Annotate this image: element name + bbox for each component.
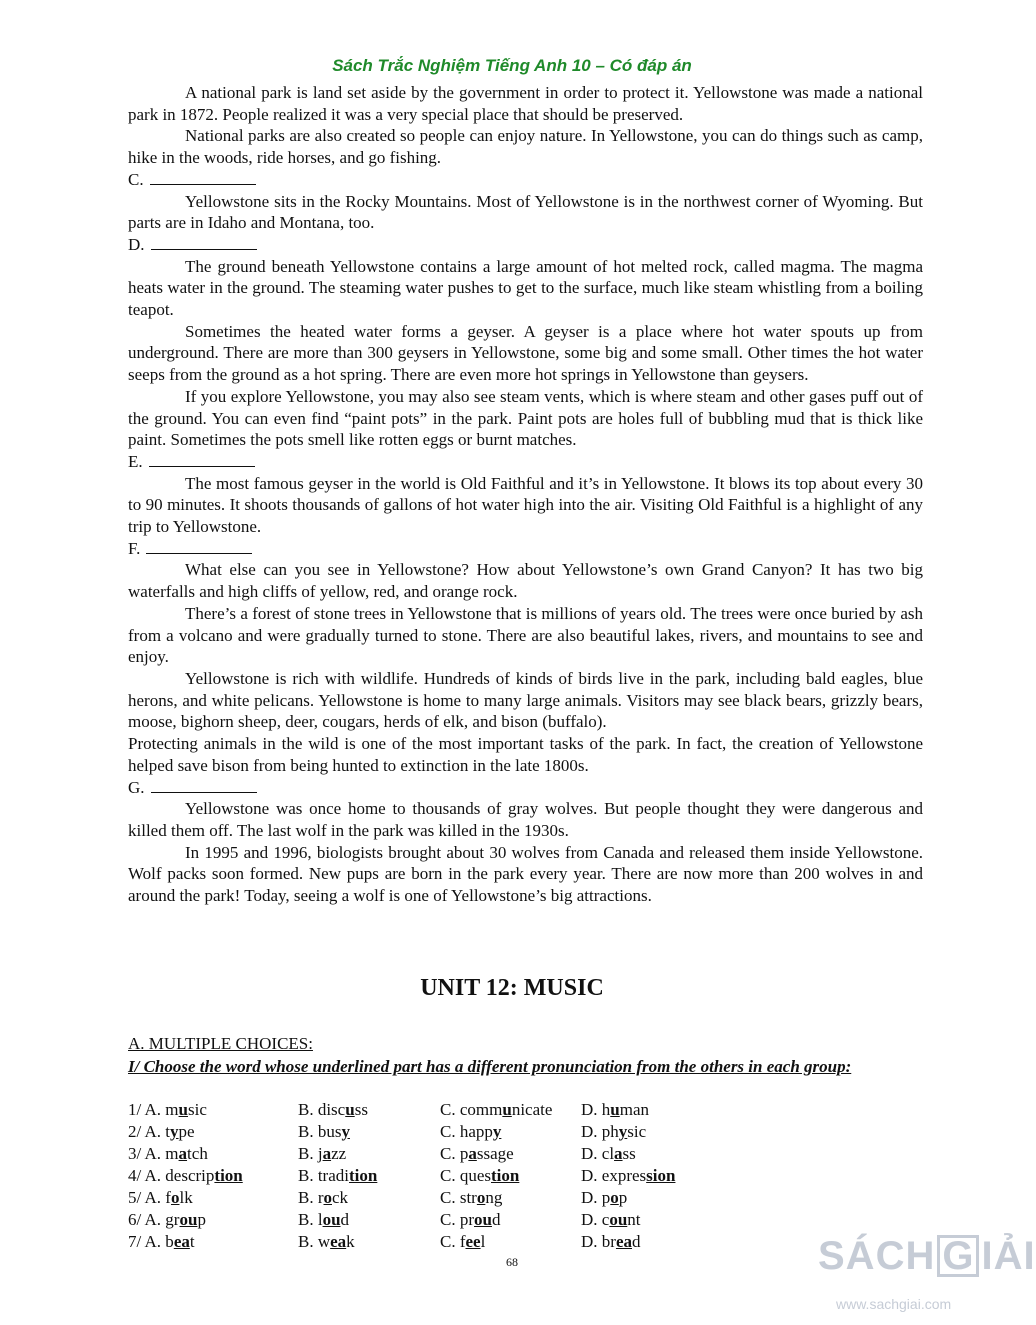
option-text: man	[619, 1100, 650, 1119]
heading-blank-f	[128, 538, 923, 560]
option-text: d	[340, 1210, 350, 1229]
option-2-c	[440, 1122, 501, 1144]
option-5-a	[128, 1188, 193, 1210]
underlined-part: o	[170, 1188, 180, 1207]
underlined-part: ou	[609, 1210, 628, 1229]
underlined-part: tion	[214, 1166, 243, 1185]
option-4-c	[440, 1166, 519, 1188]
underlined-part: o	[610, 1188, 619, 1207]
option-text: B. bus	[298, 1122, 342, 1141]
answer-blank	[149, 452, 255, 467]
option-text: 6/ A. gr	[128, 1210, 180, 1229]
option-5-b	[298, 1188, 348, 1210]
blank-label: G.	[128, 777, 145, 797]
underlined-part: tion	[491, 1166, 520, 1185]
option-text: d	[491, 1210, 501, 1229]
page-header: Sách Trắc Nghiệm Tiếng Anh 10 – Có đáp án	[332, 56, 692, 75]
option-text: 4/ A. descrip	[128, 1166, 215, 1185]
option-7-b	[298, 1232, 355, 1254]
underlined-part: y	[492, 1122, 502, 1141]
option-text: l	[480, 1232, 486, 1251]
option-7-a	[128, 1232, 195, 1254]
section-heading: A. MULTIPLE CHOICES:	[128, 1034, 313, 1053]
underlined-part: ou	[322, 1210, 341, 1229]
underlined-part: o	[323, 1188, 332, 1207]
option-text: D. c	[581, 1210, 610, 1229]
option-2-d	[581, 1122, 646, 1144]
answer-blank	[151, 778, 257, 793]
heading-blank-g	[128, 777, 923, 799]
underlined-part: a	[614, 1144, 623, 1163]
option-3-d	[581, 1144, 636, 1166]
option-text: D. p	[581, 1188, 611, 1207]
underlined-part: ee	[465, 1232, 481, 1251]
option-text: D. ph	[581, 1122, 619, 1141]
option-text: lk	[179, 1188, 193, 1207]
underlined-part: u	[345, 1100, 355, 1119]
option-text: ss	[622, 1144, 636, 1163]
option-6-d	[581, 1210, 641, 1232]
option-text: C. happ	[440, 1122, 493, 1141]
option-text: D. expres	[581, 1166, 647, 1185]
option-text: D. h	[581, 1100, 611, 1119]
option-5-c	[440, 1188, 502, 1210]
option-text: ck	[332, 1188, 349, 1207]
underlined-part: y	[341, 1122, 350, 1141]
underlined-part: ou	[179, 1210, 198, 1229]
watermark-site: www.sachgiai.com	[836, 1296, 952, 1312]
paragraph: Yellowstone was once home to thousands of gray wolves. But people thought they were dangerous and killed them off. The last wolf in the park was killed in the 1930s.	[128, 799, 923, 840]
option-text: D. br	[581, 1232, 616, 1251]
option-text: C. pr	[440, 1210, 474, 1229]
option-text: C. ques	[440, 1166, 491, 1185]
option-text: ng	[485, 1188, 503, 1207]
blank-label: E.	[128, 451, 143, 471]
answer-blank	[151, 235, 257, 250]
heading-blank-c	[128, 169, 923, 191]
underlined-part: ea	[173, 1232, 190, 1251]
option-4-d	[581, 1166, 675, 1188]
heading-blank-e	[128, 451, 923, 473]
option-1-a	[128, 1100, 207, 1122]
answer-blank	[150, 170, 256, 185]
option-text: 5/ A. f	[128, 1188, 171, 1207]
underlined-part: y	[170, 1122, 179, 1141]
blank-label: F.	[128, 538, 141, 558]
underlined-part: o	[476, 1188, 486, 1207]
underlined-part: u	[610, 1100, 620, 1119]
paragraph: If you explore Yellowstone, you may also see steam vents, which is where steam and other gases puff out of the ground. You can even find “paint pots” in the park. Paint pots are holes full of bubbling mud that is thick like paint. Sometimes the pots smell like rotten eggs or burnt matches.	[128, 386, 923, 450]
option-text: nt	[627, 1210, 641, 1229]
option-text: ss	[354, 1100, 368, 1119]
paragraph: National parks are also created so people can enjoy nature. In Yellowstone, you can do things such as camp, hike in the woods, ride horses, and go fishing.	[128, 126, 923, 168]
option-text: tch	[187, 1144, 208, 1163]
option-text: C. p	[440, 1144, 469, 1163]
option-text: sic	[627, 1122, 647, 1141]
option-text: sic	[188, 1100, 207, 1119]
option-text: d	[632, 1232, 641, 1251]
option-text: 2/ A. t	[128, 1122, 171, 1141]
option-text: D. cl	[581, 1144, 615, 1163]
option-text: B. r	[298, 1188, 324, 1207]
option-1-c	[440, 1100, 552, 1122]
option-text: zz	[331, 1144, 347, 1163]
underlined-part: a	[178, 1144, 188, 1163]
underlined-part: u	[178, 1100, 189, 1119]
paragraph: A national park is land set aside by the government in order to protect it. Yellowstone was made a national park in 1872. People realized it was a very special place that should be preserved.	[128, 83, 923, 124]
paragraph: What else can you see in Yellowstone? How about Yellowstone’s own Grand Canyon? It has two big waterfalls and high cliffs of yellow, red, and orange rock.	[128, 560, 923, 602]
underlined-part: ea	[330, 1232, 347, 1251]
option-1-b	[298, 1100, 368, 1122]
underlined-part: ea	[615, 1232, 632, 1251]
option-6-c	[440, 1210, 500, 1232]
option-text: k	[346, 1232, 355, 1251]
option-text: ssage	[476, 1144, 514, 1163]
option-7-c	[440, 1232, 485, 1254]
option-7-d	[581, 1232, 641, 1254]
option-text: B. disc	[298, 1100, 346, 1119]
answer-blank	[146, 539, 252, 554]
option-4-a	[128, 1166, 243, 1188]
option-text: p	[618, 1188, 628, 1207]
option-text: C. comm	[440, 1100, 503, 1119]
underlined-part: a	[468, 1144, 477, 1163]
option-text: B. l	[298, 1210, 323, 1229]
option-text: nicate	[511, 1100, 553, 1119]
paragraph: Protecting animals in the wild is one of the most important tasks of the park. In fact, the creation of Yellowstone helped save bison from being hunted to extinction in the late 1800s.	[128, 734, 923, 775]
option-2-a	[128, 1122, 195, 1144]
option-text: C. f	[440, 1232, 466, 1251]
underlined-part: a	[322, 1144, 332, 1163]
underlined-part: u	[502, 1100, 512, 1119]
blank-label: C.	[128, 169, 144, 189]
option-text: pe	[178, 1122, 195, 1141]
paragraph: There’s a forest of stone trees in Yellowstone that is millions of years old. The trees were once buried by ash from a volcano and were gradually turned to stone. There are also beautiful lakes, rivers, and mountains to see and enjoy.	[128, 603, 923, 667]
underlined-part: sion	[646, 1166, 676, 1185]
option-text: 3/ A. m	[128, 1144, 179, 1163]
option-3-b	[298, 1144, 346, 1166]
paragraph: Sometimes the heated water forms a geyser. A geyser is a place where hot water spouts up from underground. There are more than 300 geysers in Yellowstone, some big and some small. Other times the hot water seeps from the ground as a hot spring. There are even more hot springs in Yellowstone than geysers.	[128, 321, 923, 385]
watermark-logo: SÁCH G IẢI	[818, 1234, 1036, 1278]
option-4-b	[298, 1166, 377, 1188]
paragraph: Yellowstone sits in the Rocky Mountains. Most of Yellowstone is in the northwest corner of Wyoming. But parts are in Idaho and Montana, too.	[128, 191, 923, 233]
heading-blank-d	[128, 234, 923, 256]
reading-passage	[128, 82, 923, 907]
option-1-d	[581, 1100, 649, 1122]
paragraph: The ground beneath Yellowstone contains a large amount of hot melted rock, called magma. The magma heats water in the ground. The steaming water pushes to get to the surface, much like steam whistling from a boiling teapot.	[128, 256, 923, 320]
option-text: B. tradi	[298, 1166, 349, 1185]
option-text: p	[197, 1210, 206, 1229]
option-text: t	[189, 1232, 195, 1251]
paragraph: The most famous geyser in the world is Old Faithful and it’s in Yellowstone. It blows its top about every 30 to 90 minutes. It shoots thousands of gallons of hot water high into the air. Visiting Old Faithful is a highlight of any trip to Yellowstone.	[128, 473, 923, 537]
option-2-b	[298, 1122, 350, 1144]
blank-label: D.	[128, 234, 145, 254]
underlined-part: y	[618, 1122, 628, 1141]
option-6-b	[298, 1210, 349, 1232]
option-6-a	[128, 1210, 206, 1232]
option-3-a	[128, 1144, 208, 1166]
option-text: 7/ A. b	[128, 1232, 174, 1251]
option-5-d	[581, 1188, 627, 1210]
option-text: C. str	[440, 1188, 477, 1207]
underlined-part: ou	[474, 1210, 492, 1229]
page-number: 68	[506, 1255, 518, 1269]
underlined-part: tion	[349, 1166, 378, 1185]
option-text: B. j	[298, 1144, 323, 1163]
paragraph: Yellowstone is rich with wildlife. Hundreds of kinds of birds live in the park, including bald eagles, blue herons, and white pelicans. Yellowstone is home to many large animals. Visitors may see black bears, grizzly bears, moose, bighorn sheep, deer, cougars, herds of elk, and bison (buffalo).	[128, 668, 923, 732]
paragraph: In 1995 and 1996, biologists brought about 30 wolves from Canada and released them inside Yellowstone. Wolf packs soon formed. New pups are born in the park every year. There are now more than 200 wolves in and around the park! Today, seeing a wolf is one of Yellowstone’s big attractions.	[128, 842, 923, 906]
exercise-instruction: I/ Choose the word whose underlined part has a different pronunciation from the others in each group:	[128, 1057, 852, 1076]
unit-title: UNIT 12: MUSIC	[420, 975, 604, 1001]
option-3-c	[440, 1144, 514, 1166]
option-text: 1/ A. m	[128, 1100, 179, 1119]
option-text: B. w	[298, 1232, 331, 1251]
